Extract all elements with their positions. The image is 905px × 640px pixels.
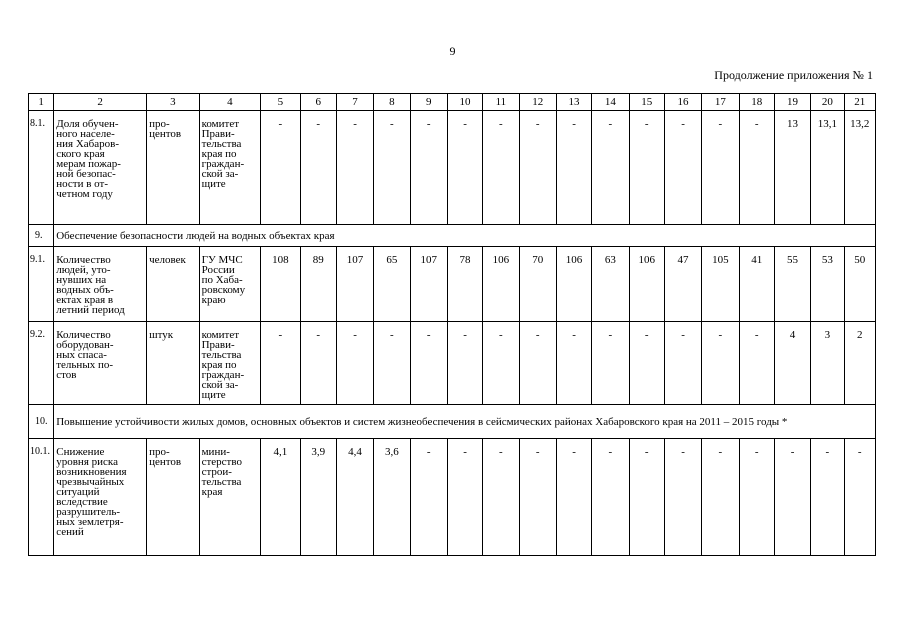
year-value: 13: [774, 111, 810, 225]
unit-of-measure: человек: [147, 247, 199, 322]
column-number: 12: [519, 94, 556, 111]
year-value: -: [702, 439, 739, 556]
responsible-body: ГУ МЧС России по Хаба- ровскому краю: [199, 247, 261, 322]
year-value: 89: [300, 247, 336, 322]
column-number: 20: [811, 94, 844, 111]
year-value: 55: [774, 247, 810, 322]
column-number: 6: [300, 94, 336, 111]
year-value: -: [629, 322, 664, 405]
year-value: 63: [592, 247, 629, 322]
year-value: -: [774, 439, 810, 556]
section-title: Повышение устойчивости жилых домов, основных объектов и систем жизнеобеспечения в сейсмических районах Хабаровского края на 2011 – 2015 годы *: [54, 405, 876, 439]
responsible-body: мини- стерство строи- тельства края: [199, 439, 261, 556]
year-value: -: [300, 111, 336, 225]
indicator-name: Снижение уровня риска возникновения чрезвычайных ситуаций вследствие разрушитель- ных землетря- сений: [54, 439, 147, 556]
year-value: 4,4: [336, 439, 373, 556]
year-value: 106: [629, 247, 664, 322]
column-number: 7: [336, 94, 373, 111]
year-value: -: [410, 322, 447, 405]
indicator-number: 8.1.: [29, 111, 54, 225]
year-value: -: [410, 439, 447, 556]
year-value: -: [519, 439, 556, 556]
year-value: -: [374, 111, 410, 225]
column-number: 17: [702, 94, 739, 111]
year-value: -: [664, 439, 701, 556]
year-value: -: [519, 111, 556, 225]
unit-of-measure: штук: [147, 322, 199, 405]
year-value: -: [483, 322, 519, 405]
year-value: -: [739, 439, 774, 556]
indicator-name: Количество оборудован- ных спаса- тельных по- стов: [54, 322, 147, 405]
indicator-name: Количество людей, уто- нувших на водных объ- ектах края в летний период: [54, 247, 147, 322]
year-value: -: [844, 439, 875, 556]
year-value: -: [519, 322, 556, 405]
year-value: -: [483, 439, 519, 556]
indicator-number: 10.1.: [29, 439, 54, 556]
year-value: -: [447, 439, 482, 556]
year-value: -: [739, 322, 774, 405]
responsible-body: комитет Прави- тельства края по граждан- ской за- щите: [199, 322, 261, 405]
unit-of-measure: про- центов: [147, 111, 199, 225]
year-value: -: [556, 439, 591, 556]
year-value: -: [261, 322, 300, 405]
responsible-body: комитет Прави- тельства края по граждан- ской за- щите: [199, 111, 261, 225]
year-value: 70: [519, 247, 556, 322]
year-value: -: [702, 322, 739, 405]
section-row: [29, 225, 876, 247]
column-number: 4: [199, 94, 261, 111]
year-value: -: [483, 111, 519, 225]
year-value: -: [739, 111, 774, 225]
year-value: -: [300, 322, 336, 405]
year-value: 107: [410, 247, 447, 322]
year-value: 3: [811, 322, 844, 405]
column-number: 19: [774, 94, 810, 111]
year-value: -: [336, 111, 373, 225]
year-value: -: [592, 322, 629, 405]
unit-of-measure: про- центов: [147, 439, 199, 556]
column-number: 21: [844, 94, 875, 111]
column-number: 15: [629, 94, 664, 111]
year-value: 78: [447, 247, 482, 322]
year-value: 53: [811, 247, 844, 322]
year-value: 2: [844, 322, 875, 405]
section-row: [29, 405, 876, 439]
year-value: -: [664, 111, 701, 225]
table-row: [29, 322, 876, 405]
year-value: 106: [556, 247, 591, 322]
year-value: 107: [336, 247, 373, 322]
column-numbers-row: [29, 94, 876, 111]
table-row: [29, 247, 876, 322]
year-value: -: [811, 439, 844, 556]
column-number: 11: [483, 94, 519, 111]
column-number: 13: [556, 94, 591, 111]
year-value: 47: [664, 247, 701, 322]
year-value: -: [447, 111, 482, 225]
column-number: 8: [374, 94, 410, 111]
column-number: 18: [739, 94, 774, 111]
year-value: -: [261, 111, 300, 225]
column-number: 16: [664, 94, 701, 111]
year-value: 65: [374, 247, 410, 322]
year-value: -: [336, 322, 373, 405]
year-value: 13,2: [844, 111, 875, 225]
year-value: -: [592, 111, 629, 225]
column-number: 5: [261, 94, 300, 111]
year-value: -: [629, 439, 664, 556]
indicators-table: [28, 93, 876, 556]
table-row: [29, 439, 876, 556]
section-title: Обеспечение безопасности людей на водных объектах края: [54, 225, 876, 247]
year-value: -: [664, 322, 701, 405]
section-number: 10.: [29, 405, 54, 439]
section-number: 9.: [29, 225, 54, 247]
column-number: 3: [147, 94, 199, 111]
year-value: -: [374, 322, 410, 405]
year-value: -: [556, 322, 591, 405]
year-value: 105: [702, 247, 739, 322]
indicator-number: 9.2.: [29, 322, 54, 405]
year-value: 50: [844, 247, 875, 322]
year-value: -: [629, 111, 664, 225]
column-number: 2: [54, 94, 147, 111]
year-value: 4,1: [261, 439, 300, 556]
year-value: 106: [483, 247, 519, 322]
appendix-continuation-title: Продолжение приложения № 1: [714, 68, 873, 82]
page-number: 9: [449, 44, 456, 58]
column-number: 9: [410, 94, 447, 111]
year-value: -: [556, 111, 591, 225]
year-value: -: [410, 111, 447, 225]
column-number: 14: [592, 94, 629, 111]
year-value: -: [592, 439, 629, 556]
year-value: 13,1: [811, 111, 844, 225]
year-value: -: [447, 322, 482, 405]
column-number: 1: [29, 94, 54, 111]
year-value: 41: [739, 247, 774, 322]
table-row: [29, 111, 876, 225]
indicator-name: Доля обучен- ного населе- ния Хабаров- ского края мерам пожар- ной безопас- ности в от- четном году: [54, 111, 147, 225]
year-value: 4: [774, 322, 810, 405]
year-value: 3,9: [300, 439, 336, 556]
year-value: -: [702, 111, 739, 225]
year-value: 108: [261, 247, 300, 322]
indicator-number: 9.1.: [29, 247, 54, 322]
year-value: 3,6: [374, 439, 410, 556]
column-number: 10: [447, 94, 482, 111]
